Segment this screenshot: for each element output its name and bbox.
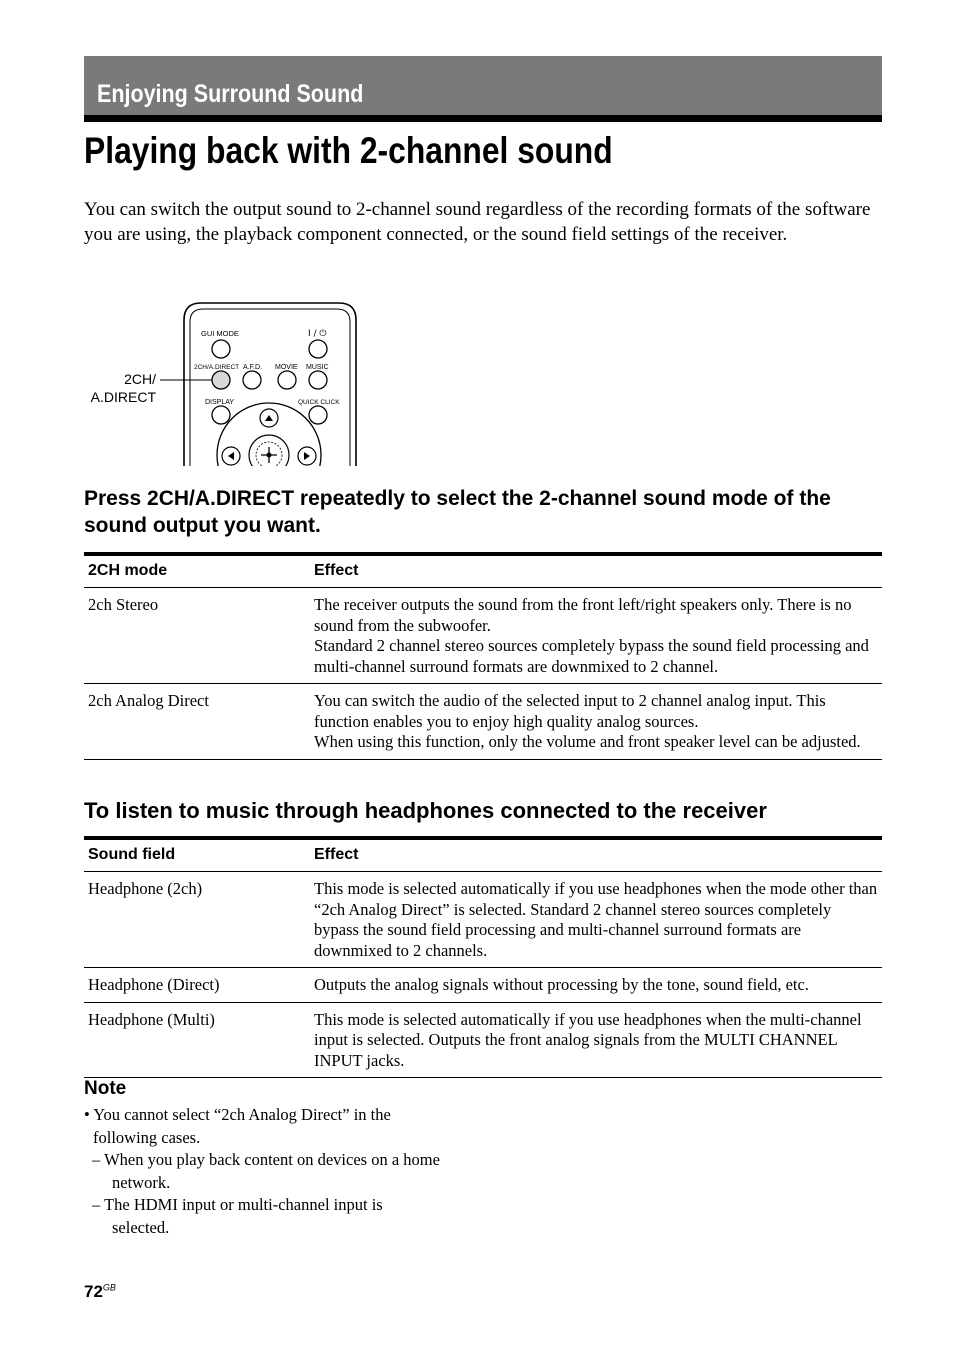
- effect-cell: The receiver outputs the sound from the front left/right speakers only. There is no sound from the subwoofer. Standard 2 channel stereo sources completely bypass the sound field processing and multi-channel surround formats are downmixed to 2 channel.: [310, 588, 882, 684]
- intro-paragraph: You can switch the output sound to 2-channel sound regardless of the recording formats of the software you are using, the playback component connected, or the sound field settings of the receiver.: [84, 199, 871, 245]
- movie-label: MOVIE: [275, 364, 298, 371]
- note-sub-item: – When you play back content on devices on a home network.: [92, 1150, 440, 1192]
- table-row: [84, 588, 882, 684]
- table-header-row: [84, 554, 882, 588]
- note-body: [84, 1104, 444, 1239]
- effect-cell: Outputs the analog signals without processing by the tone, sound field, etc.: [310, 968, 882, 1003]
- note-heading: Note: [84, 1078, 127, 1099]
- quick-click-label: QUICK CLICK: [298, 399, 340, 406]
- display-label: DISPLAY: [205, 399, 235, 406]
- section-header-bar: [84, 56, 882, 122]
- music-label: MUSIC: [306, 364, 329, 371]
- table-row: [84, 1002, 882, 1078]
- column-header: 2CH mode: [84, 554, 310, 588]
- two-ch-mode-table: [84, 552, 882, 760]
- power-label: I / ⏻: [308, 329, 327, 339]
- movie-button: [278, 371, 296, 389]
- note-sub-item: – The HDMI input or multi-channel input is selected.: [92, 1195, 383, 1237]
- column-header: Effect: [310, 838, 882, 872]
- headphones-subheading: To listen to music through headphones connected to the receiver: [84, 798, 767, 823]
- table-row: [84, 684, 882, 760]
- mode-cell: 2ch Stereo: [84, 588, 310, 684]
- gui-mode-label: GUI MODE: [201, 329, 239, 338]
- display-button: [212, 406, 230, 424]
- field-cell: Headphone (2ch): [84, 872, 310, 968]
- remote-callout-label: 2CH/ A.DIRECT: [90, 371, 156, 405]
- field-cell: Headphone (Direct): [84, 968, 310, 1003]
- effect-cell: This mode is selected automatically if you use headphones when the mode other than “2ch Analog Direct” is selected. Standard 2 channel stereo sources completely bypass the sound field processing and multi-channel surround formats are downmixed to 2 channels.: [310, 872, 882, 968]
- quick-click-button: [309, 406, 327, 424]
- field-cell: Headphone (Multi): [84, 1002, 310, 1078]
- effect-cell: This mode is selected automatically if you use headphones when the multi-channel input is selected. Outputs the front analog signals from the MULTI CHANNEL INPUT jacks.: [310, 1002, 882, 1078]
- afd-button: [243, 371, 261, 389]
- remote-control-illustration: [84, 300, 364, 466]
- afd-label: A.F.D.: [243, 364, 263, 371]
- music-button: [309, 371, 327, 389]
- section-title: Enjoying Surround Sound: [97, 80, 364, 108]
- effect-cell: You can switch the audio of the selected input to 2 channel analog input. This function enables you to enjoy high quality analog sources. When using this function, only the volume and front speaker level can be adjusted.: [310, 684, 882, 760]
- gui-mode-button: [212, 340, 230, 358]
- mode-cell: 2ch Analog Direct: [84, 684, 310, 760]
- two-ch-label: 2CH/A.DIRECT: [194, 364, 240, 371]
- page-number: $72^{GB}$: [84, 1282, 116, 1301]
- note-bullet: • You cannot select “2ch Analog Direct” in the following cases.: [84, 1105, 391, 1147]
- power-button: [309, 340, 327, 358]
- headphone-sound-field-table: [84, 836, 882, 1078]
- column-header: Sound field: [84, 838, 310, 872]
- column-header: Effect: [310, 554, 882, 588]
- table-row: [84, 872, 882, 968]
- page-title: Playing back with 2-channel sound: [84, 130, 613, 171]
- table-row: [84, 968, 882, 1003]
- two-ch-a-direct-button: [212, 371, 230, 389]
- table-header-row: [84, 838, 882, 872]
- step-instruction: Press 2CH/A.DIRECT repeatedly to select the 2-channel sound mode of the sound output you want.: [84, 487, 831, 537]
